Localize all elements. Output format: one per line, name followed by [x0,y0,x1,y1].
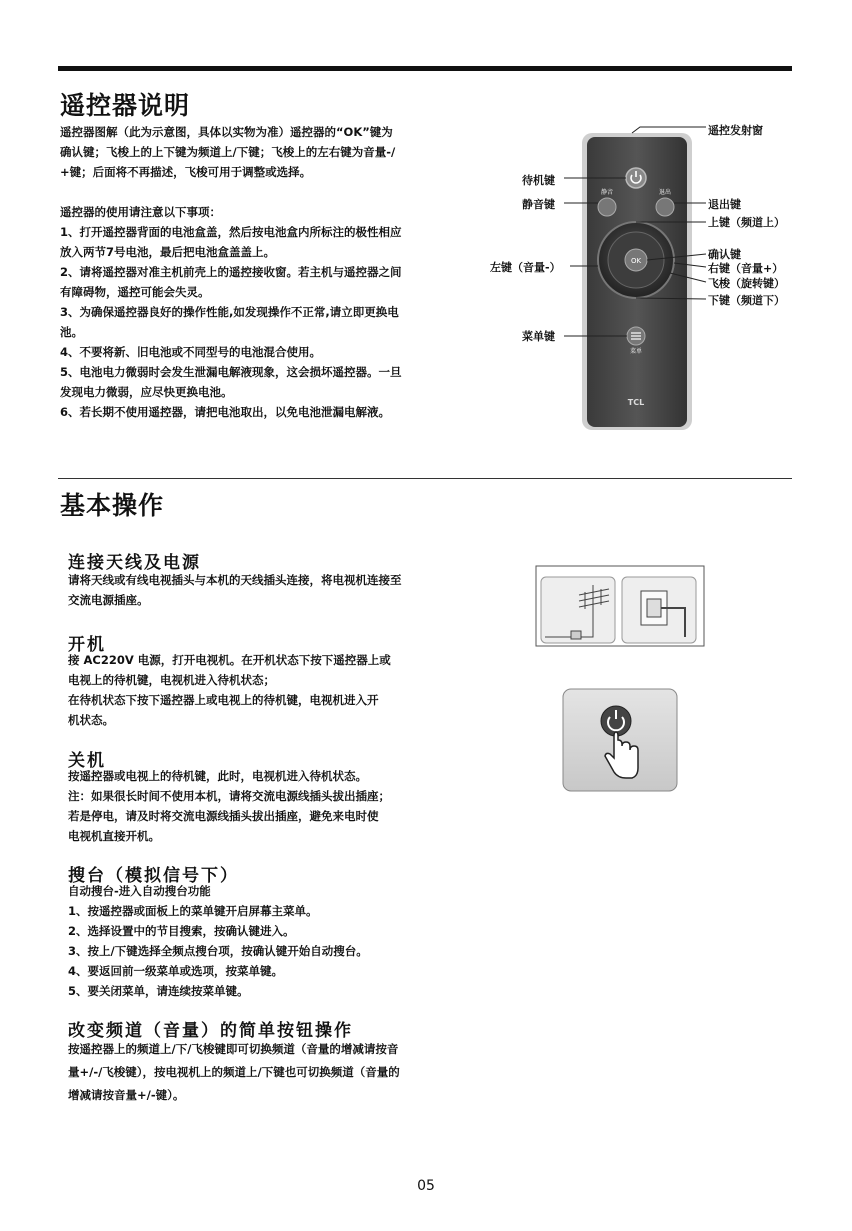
channel-text [68,1038,498,1107]
subtitle-antenna: 连接天线及电源 [68,553,201,573]
notice-line: 6、若长期不使用遥控器，请把电池取出，以免电池泄漏电解液。 [60,405,390,419]
search-line: 3、按上/下键选择全频点搜台项，按确认键开始自动搜台。 [68,944,368,958]
notice-line: 放入两节7号电池，最后把电池盒盖盖上。 [60,245,275,259]
ok-button-text: OK [630,257,642,265]
antenna-text [68,570,488,610]
subtitle-power-off: 关机 [68,751,106,771]
notice-line: 3、为确保遥控器良好的操作性能,如发现操作不正常,请立即更换电 [60,305,399,319]
power-off-line: 按遥控器或电视上的待机键，此时，电视机进入待机状态。 [68,769,367,783]
channel-line: 增减请按音量+/-键）。 [68,1088,185,1102]
channel-line: 按遥控器上的频道上/下/飞梭键即可切换频道（音量的增减请按音 [68,1042,399,1056]
antenna-plug [571,631,581,639]
label-menu: 菜单键 [522,330,555,343]
notice-line: 2、请将遥控器对准主机前壳上的遥控接收窗。若主机与遥控器之间 [60,265,402,279]
subtitle-search: 搜台（模拟信号下） [68,866,239,886]
notice-line: 有障碍物，遥控可能会失灵。 [60,285,210,299]
power-button-illustration [562,688,678,792]
subtitle-power-on: 开机 [68,635,106,655]
label-ok: 确认键 [708,248,741,261]
notice-line: 1、打开遥控器背面的电池盒盖，然后按电池盒内所标注的极性相应 [60,225,402,239]
power-off-text [68,766,488,846]
power-off-line: 若是停电，请及时将交流电源线插头拔出插座，避免来电时使 [68,809,379,823]
label-mute: 静音键 [522,198,555,211]
label-up: 上键（频道上） [708,216,785,229]
power-off-line: 注：如果很长时间不使用本机，请将交流电源线插头拔出插座； [68,789,390,803]
label-standby: 待机键 [522,174,555,187]
label-shuttle: 飞梭（旋转键） [708,277,785,290]
search-line: 5、要关闭菜单，请连续按菜单键。 [68,984,249,998]
notice-line: 4、不要将新、旧电池或不同型号的电池混合使用。 [60,345,321,359]
power-on-text [68,650,488,730]
label-ir-window: 遥控发射窗 [708,124,763,137]
notice-line: 池。 [60,325,83,339]
search-text [68,881,488,1001]
exit-button-text: 退出 [658,189,672,196]
intro-line: +键；后面将不再描述，飞梭可用于调整或选择。 [60,165,312,179]
label-down: 下键（频道下） [708,294,785,307]
search-line: 自动搜台-进入自动搜台功能 [68,884,211,898]
exit-button [656,198,674,216]
power-on-line: 在待机状态下按下遥控器上或电视上的待机键，电视机进入开 [68,693,379,707]
page-number: 05 [417,1178,435,1194]
section-divider [58,478,792,479]
search-line: 1、按遥控器或面板上的菜单键开启屏幕主菜单。 [68,904,318,918]
menu-button-text: 菜单 [629,348,643,355]
label-exit: 退出键 [708,198,741,211]
antenna-line: 交流电源插座。 [68,593,149,607]
channel-line: 量+/-/飞梭键），按电视机上的频道上/下键也可切换频道（音量的 [68,1065,400,1079]
subtitle-channel: 改变频道（音量）的简单按钮操作 [68,1021,353,1041]
remote-notices [60,202,480,422]
intro-line: 确认键；飞梭上的上下键为频道上/下键；飞梭上的左右键为音量-/ [60,145,396,159]
mute-button-text: 静音 [600,189,614,196]
intro-line: 遥控器图解（此为示意图，具体以实物为准）遥控器的“OK”键为 [60,125,393,139]
mute-button [598,198,616,216]
section-title-remote: 遥控器说明 [60,91,191,120]
power-on-line: 接 AC220V 电源，打开电视机。在开机状态下按下遥控器上或 [68,653,391,667]
antenna-illustration [535,565,705,647]
remote-intro [60,122,480,182]
power-on-line: 机状态。 [68,713,114,727]
power-off-line: 电视机直接开机。 [68,829,160,843]
notice-line: 发现电力微弱，应尽快更换电池。 [60,385,233,399]
brand-logo: TCL [627,398,645,407]
plug-icon [647,599,661,617]
notice-title: 遥控器的使用请注意以下事项： [60,205,221,219]
label-left: 左键（音量-） [490,261,561,274]
search-line: 4、要返回前一级菜单或选项，按菜单键。 [68,964,283,978]
label-right: 右键（音量+） [708,262,784,275]
section-title-basic-ops: 基本操作 [60,491,165,520]
search-line: 2、选择设置中的节目搜索，按确认键进入。 [68,924,295,938]
top-rule [58,66,792,71]
power-on-line: 电视上的待机键，电视机进入待机状态； [68,673,275,687]
notice-line: 5、电池电力微弱时会发生泄漏电解液现象，这会损坏遥控器。一旦 [60,365,402,379]
antenna-line: 请将天线或有线电视插头与本机的天线插头连接，将电视机连接至 [68,573,402,587]
